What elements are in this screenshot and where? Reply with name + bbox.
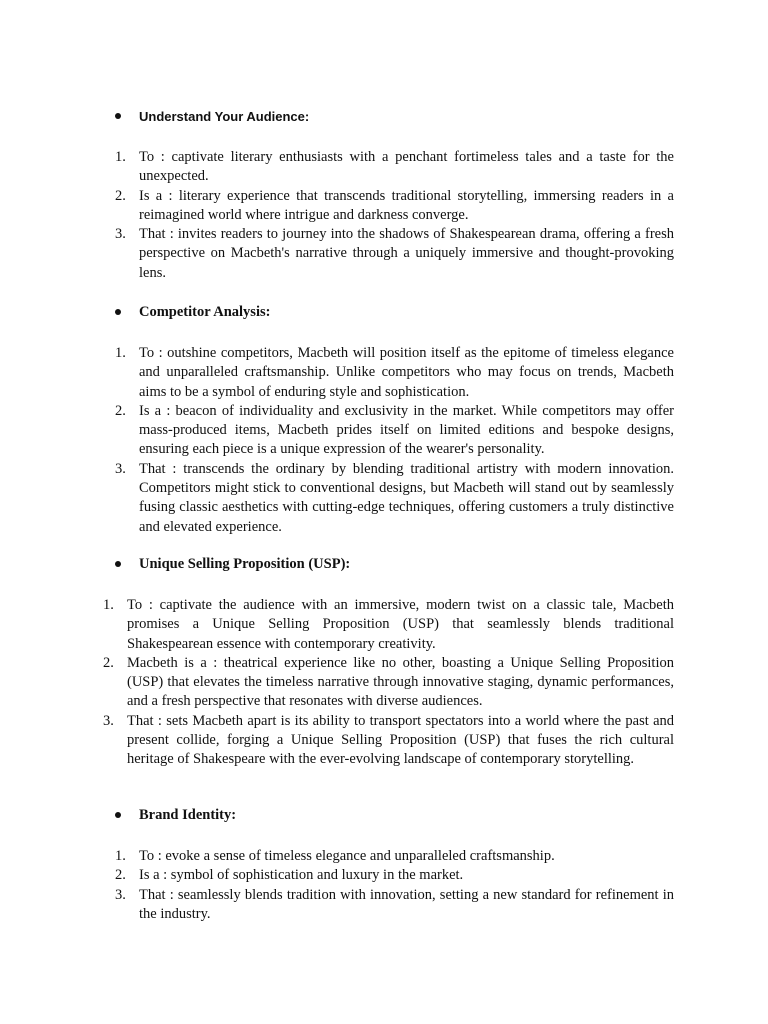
list-item [115,847,674,866]
list-text: That : sets Macbeth apart is its ability to transport spectators into a world where the past and present collide, forging a Unique Selling Proposition (USP) that fuses the rich cultural heritage of Shakespeare with the ever-evolving landscape of contemporary storytelling. [127,712,674,768]
list-number: 2. [103,654,114,671]
section-usp [0,558,768,770]
section-heading-row [0,110,768,130]
bullet-icon [115,561,121,567]
list-text: To : captivate literary enthusiasts with a penchant fortimeless tales and a taste for the unexpected. [139,149,674,185]
section-brand-identity [0,809,768,924]
list-item [115,187,674,226]
list-item [115,344,674,402]
numbered-list [0,596,768,770]
list-item [103,596,674,654]
list-text: That : transcends the ordinary by blending traditional artistry with modern innovation. Competitors might stick to conventional designs, but Macbeth will stand out by seamlessly fusing classic aesthetics with cutting-edge techniques, offering customers a truly distinctive and elevated experience. [139,460,674,535]
numbered-list [0,847,768,924]
section-heading: Competitor Analysis: [139,304,271,320]
list-text: That : seamlessly blends tradition with innovation, setting a new standard for refinement in the industry. [139,886,674,922]
list-number: 1. [115,149,126,165]
list-number: 1. [115,848,126,864]
section-heading: Unique Selling Proposition (USP): [139,556,351,572]
list-text: To : outshine competitors, Macbeth will position itself as the epitome of timeless elegance and unparalleled craftsmanship. Unlike competitors who may focus on trends, Macbeth aims to be a symbol of enduring style and sophistication. [139,345,674,400]
section-heading: Understand Your Audience: [139,109,310,124]
bullet-icon [115,113,121,119]
list-number: 3. [115,460,126,477]
list-number: 3. [115,886,126,903]
numbered-list [0,148,768,283]
list-item [115,460,674,537]
bullet-icon [115,309,121,315]
list-number: 3. [103,712,114,729]
section-heading-row [0,809,768,829]
section-heading-row [0,306,768,326]
list-text: To : captivate the audience with an immersive, modern twist on a classic tale, Macbeth promises a Unique Selling Proposition (USP) that seamlessly blends traditional Shakespearean essence with contemporary creativity. [127,597,674,652]
section-audience [0,110,768,283]
list-text: Macbeth is a : theatrical experience like no other, boasting a Unique Selling Proposition (USP) that elevates the timeless narrative through innovative staging, dynamic performances, and a fresh perspective that resonates with diverse audiences. [127,654,674,710]
section-competitor [0,306,768,537]
list-text: Is a : literary experience that transcends traditional storytelling, immersing readers in a reimagined world where intrigue and darkness converge. [139,187,674,223]
list-text: Is a : beacon of individuality and exclusivity in the market. While competitors may offer mass-produced items, Macbeth prides itself on limited editions and bespoke designs, ensuring each piece is a unique expression of the wearer's personality. [139,402,674,458]
list-number: 2. [115,402,126,419]
section-heading-row [0,558,768,578]
list-number: 3. [115,226,126,243]
list-number: 2. [115,187,126,204]
list-item [115,886,674,925]
list-item [115,225,674,283]
numbered-list [0,344,768,537]
list-item [115,866,674,885]
section-heading: Brand Identity: [139,807,237,823]
list-number: 2. [115,867,126,884]
list-item [115,402,674,460]
list-number: 1. [103,597,114,613]
bullet-icon [115,812,121,818]
list-item [115,148,674,187]
list-text: To : evoke a sense of timeless elegance and unparalleled craftsmanship. [139,848,555,864]
list-item [103,654,674,712]
list-text: That : invites readers to journey into the shadows of Shakespearean drama, offering a fresh perspective on Macbeth's narrative through a uniquely immersive and thought-provoking lens. [139,226,674,281]
list-number: 1. [115,345,126,361]
list-item [103,712,674,770]
list-text: Is a : symbol of sophistication and luxury in the market. [139,867,464,884]
